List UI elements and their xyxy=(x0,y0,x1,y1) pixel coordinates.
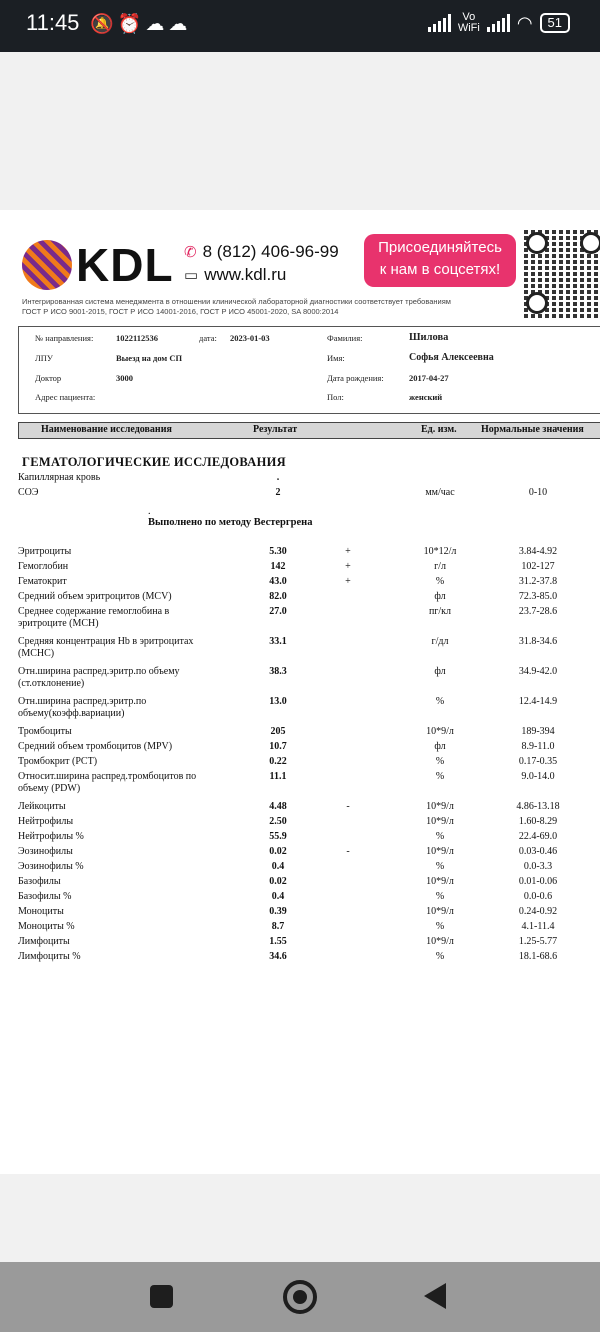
method-note: Выполнено по методу Вестергрена xyxy=(148,517,313,528)
test-value: 27.0 xyxy=(269,606,287,617)
test-norm: 31.2-37.8 xyxy=(518,576,558,587)
name-value: Софья Алексеевна xyxy=(409,352,494,363)
test-unit: 10*9/л xyxy=(426,801,454,812)
test-norm: 34.9-42.0 xyxy=(518,666,558,677)
doctor-value: 3000 xyxy=(116,373,133,383)
dob-label: Дата рождения: xyxy=(327,373,384,383)
brand-name: KDL xyxy=(76,239,174,291)
test-norm: 0.0-3.3 xyxy=(523,861,553,872)
test-norm: 3.84-4.92 xyxy=(518,546,558,557)
section-title: ГЕМАТОЛОГИЧЕСКИЕ ИССЛЕДОВАНИЯ xyxy=(22,455,286,469)
lab-report-image[interactable] xyxy=(0,210,600,1174)
surname-label: Фамилия: xyxy=(327,333,363,343)
test-name: Относит.ширина распред.тромбоцитов по объему (PDW) xyxy=(18,771,197,794)
lpu-label: ЛПУ xyxy=(35,353,53,363)
col-result: Результат xyxy=(253,424,298,435)
test-flag: - xyxy=(346,846,350,857)
name-label: Имя: xyxy=(327,353,345,363)
test-name: Базофилы xyxy=(18,876,61,887)
sex-label: Пол: xyxy=(327,392,344,402)
test-unit: г/дл xyxy=(431,636,449,647)
test-value: 142 xyxy=(270,561,286,572)
test-name: Эритроциты xyxy=(18,546,72,557)
test-name: Моноциты % xyxy=(18,921,75,932)
test-unit: % xyxy=(435,696,445,707)
test-unit: % xyxy=(435,951,445,962)
test-norm: 18.1-68.6 xyxy=(518,951,558,962)
test-flag: - xyxy=(346,801,350,812)
phone-icon: ✆ xyxy=(184,243,197,261)
test-name: Средний объем тромбоцитов (MPV) xyxy=(18,741,173,752)
test-name: Средняя концентрация Hb в эритроцитах (MCHC) xyxy=(18,636,194,659)
test-name: Лимфоциты xyxy=(18,936,70,947)
test-value: 13.0 xyxy=(269,696,287,707)
test-norm: 72.3-85.0 xyxy=(518,591,558,602)
battery-icon: 51 xyxy=(540,13,570,33)
test-unit: мм/час xyxy=(425,487,455,498)
test-value: 33.1 xyxy=(269,636,287,647)
results-table-header xyxy=(18,422,600,439)
test-value: 11.1 xyxy=(269,771,287,782)
col-norm: Нормальные значения xyxy=(481,424,584,435)
test-unit: % xyxy=(435,891,445,902)
monitor-icon: ▭ xyxy=(184,266,199,284)
test-name: Гематокрит xyxy=(18,576,67,587)
status-right xyxy=(428,12,570,34)
test-norm: 0.03-0.46 xyxy=(518,846,558,857)
test-value: 38.3 xyxy=(269,666,287,677)
iso-certification-text: Интегрированная система менеджмента в отношении клинической лабораторной диагностики соответствует требованиям ГОСТ Р ИСО 9001-2015, ГОСТ Р ИСО 14001-2016, ГОСТ Р ИСО 45001-2020, SA 8000:2014 xyxy=(22,297,451,316)
test-name: Гемоглобин xyxy=(18,561,69,572)
test-name: СОЭ xyxy=(18,487,39,498)
test-value: 5.30 xyxy=(269,546,287,557)
test-name: Среднее содержание гемоглобина в эритроците (MCH) xyxy=(18,606,170,629)
test-norm: 102-127 xyxy=(521,561,555,572)
test-value: 43.0 xyxy=(269,576,287,587)
test-value: . xyxy=(276,472,280,483)
test-value: 0.02 xyxy=(269,876,287,887)
test-name: Лейкоциты xyxy=(18,801,66,812)
test-norm: 0.01-0.06 xyxy=(518,876,558,887)
test-unit: % xyxy=(435,756,445,767)
vowifi-icon: Vo WiFi xyxy=(457,11,480,34)
test-norm: 9.0-14.0 xyxy=(521,771,555,782)
clock: 11:45 xyxy=(26,10,80,35)
test-norm: 0.24-0.92 xyxy=(518,906,558,917)
test-norm: 0-10 xyxy=(528,487,548,498)
test-name: Тромбокрит (PCT) xyxy=(18,756,98,767)
test-unit: пг/кл xyxy=(428,606,452,617)
test-norm: 0.0-0.6 xyxy=(523,891,553,902)
test-name: Тромбоциты xyxy=(18,726,72,737)
test-unit: 10*12/л xyxy=(423,546,457,557)
test-unit: 10*9/л xyxy=(426,936,454,947)
ref-value: 1022112536 xyxy=(116,333,159,343)
method-dot: . xyxy=(148,506,151,517)
sex-value: женский xyxy=(409,392,443,402)
test-norm: 22.4-69.0 xyxy=(518,831,558,842)
status-bar xyxy=(0,0,600,52)
test-norm: 4.86-13.18 xyxy=(516,801,560,812)
back-button[interactable] xyxy=(424,1283,446,1309)
address-label: Адрес пациента: xyxy=(35,392,96,402)
date-label: дата: xyxy=(199,333,217,343)
test-unit: 10*9/л xyxy=(426,876,454,887)
test-value: 10.7 xyxy=(269,741,287,752)
test-value: 82.0 xyxy=(269,591,287,602)
test-value: 0.02 xyxy=(269,846,287,857)
test-norm: 12.4-14.9 xyxy=(518,696,558,707)
test-value: 0.39 xyxy=(269,906,287,917)
test-norm: 1.25-5.77 xyxy=(518,936,558,947)
test-flag: + xyxy=(345,561,351,572)
test-unit: % xyxy=(435,771,445,782)
test-name: Моноциты xyxy=(18,906,64,917)
test-unit: 10*9/л xyxy=(426,846,454,857)
col-name: Наименование исследования xyxy=(41,424,172,435)
test-value: 0.4 xyxy=(271,891,285,902)
website: www.kdl.ru xyxy=(204,264,287,284)
test-name: Базофилы % xyxy=(18,891,72,902)
signal-icon xyxy=(428,14,451,32)
test-name: Эозинофилы % xyxy=(18,861,84,872)
test-value: 34.6 xyxy=(269,951,287,962)
test-value: 55.9 xyxy=(269,831,287,842)
test-value: 1.55 xyxy=(269,936,287,947)
test-value: 0.4 xyxy=(271,861,285,872)
test-unit: фл xyxy=(434,591,446,602)
test-norm: 31.8-34.6 xyxy=(518,636,558,647)
lpu-value: Выезд на дом СП xyxy=(116,353,183,363)
test-norm: 8.9-11.0 xyxy=(521,741,555,752)
kdl-logo-icon xyxy=(22,240,72,290)
patient-info-box xyxy=(18,326,600,414)
test-unit: фл xyxy=(434,741,446,752)
test-unit: % xyxy=(435,861,445,872)
test-value: 4.48 xyxy=(269,801,287,812)
test-norm: 1.60-8.29 xyxy=(518,816,558,827)
test-name: Капиллярная кровь xyxy=(18,472,101,483)
test-name: Отн.ширина распред.эритр.по объему(коэфф.вариации) xyxy=(18,696,147,719)
test-value: 2.50 xyxy=(269,816,287,827)
test-name: Нейтрофилы xyxy=(18,816,74,827)
test-value: 8.7 xyxy=(271,921,285,932)
test-name: Отн.ширина распред.эритр.по объему (ст.отклонение) xyxy=(18,666,180,689)
date-value: 2023-01-03 xyxy=(230,333,270,343)
test-name: Лимфоциты % xyxy=(18,951,81,962)
test-norm: 23.7-28.6 xyxy=(518,606,558,617)
social-promo-badge: Присоединяйтесь к нам в соцсетях! xyxy=(364,234,516,287)
test-unit: 10*9/л xyxy=(426,906,454,917)
recents-button[interactable] xyxy=(150,1285,173,1308)
test-unit: фл xyxy=(434,666,446,677)
ref-label: № направления: xyxy=(35,333,94,343)
test-unit: г/л xyxy=(434,561,446,572)
contact-block xyxy=(184,240,339,286)
test-norm: 0.17-0.35 xyxy=(518,756,558,767)
test-value: 2 xyxy=(275,487,281,498)
test-unit: % xyxy=(435,576,445,587)
test-name: Средний объем эритроцитов (MCV) xyxy=(18,591,172,602)
test-norm: 4.1-11.4 xyxy=(521,921,555,932)
surname-value: Шилова xyxy=(409,332,449,343)
test-unit: 10*9/л xyxy=(426,726,454,737)
test-value: 0.22 xyxy=(269,756,287,767)
test-unit: 10*9/л xyxy=(426,816,454,827)
doctor-label: Доктор xyxy=(35,373,62,383)
test-norm: 189-394 xyxy=(521,726,555,737)
signal-icon-2 xyxy=(487,14,510,32)
dob-value: 2017-04-27 xyxy=(409,373,449,383)
test-unit: % xyxy=(435,921,445,932)
test-flag: + xyxy=(345,576,351,587)
home-button[interactable] xyxy=(283,1280,317,1314)
phone-number: 8 (812) 406-96-99 xyxy=(202,241,339,261)
navigation-bar xyxy=(0,1262,600,1332)
col-unit: Ед. изм. xyxy=(421,424,457,435)
test-flag: + xyxy=(345,546,351,557)
test-name: Нейтрофилы % xyxy=(18,831,84,842)
wifi-icon: ◠ xyxy=(516,12,533,33)
notification-icons: 🔕⏰☁☁ xyxy=(90,14,192,35)
test-value: 205 xyxy=(270,726,286,737)
test-unit: % xyxy=(435,831,445,842)
test-name: Эозинофилы xyxy=(18,846,73,857)
